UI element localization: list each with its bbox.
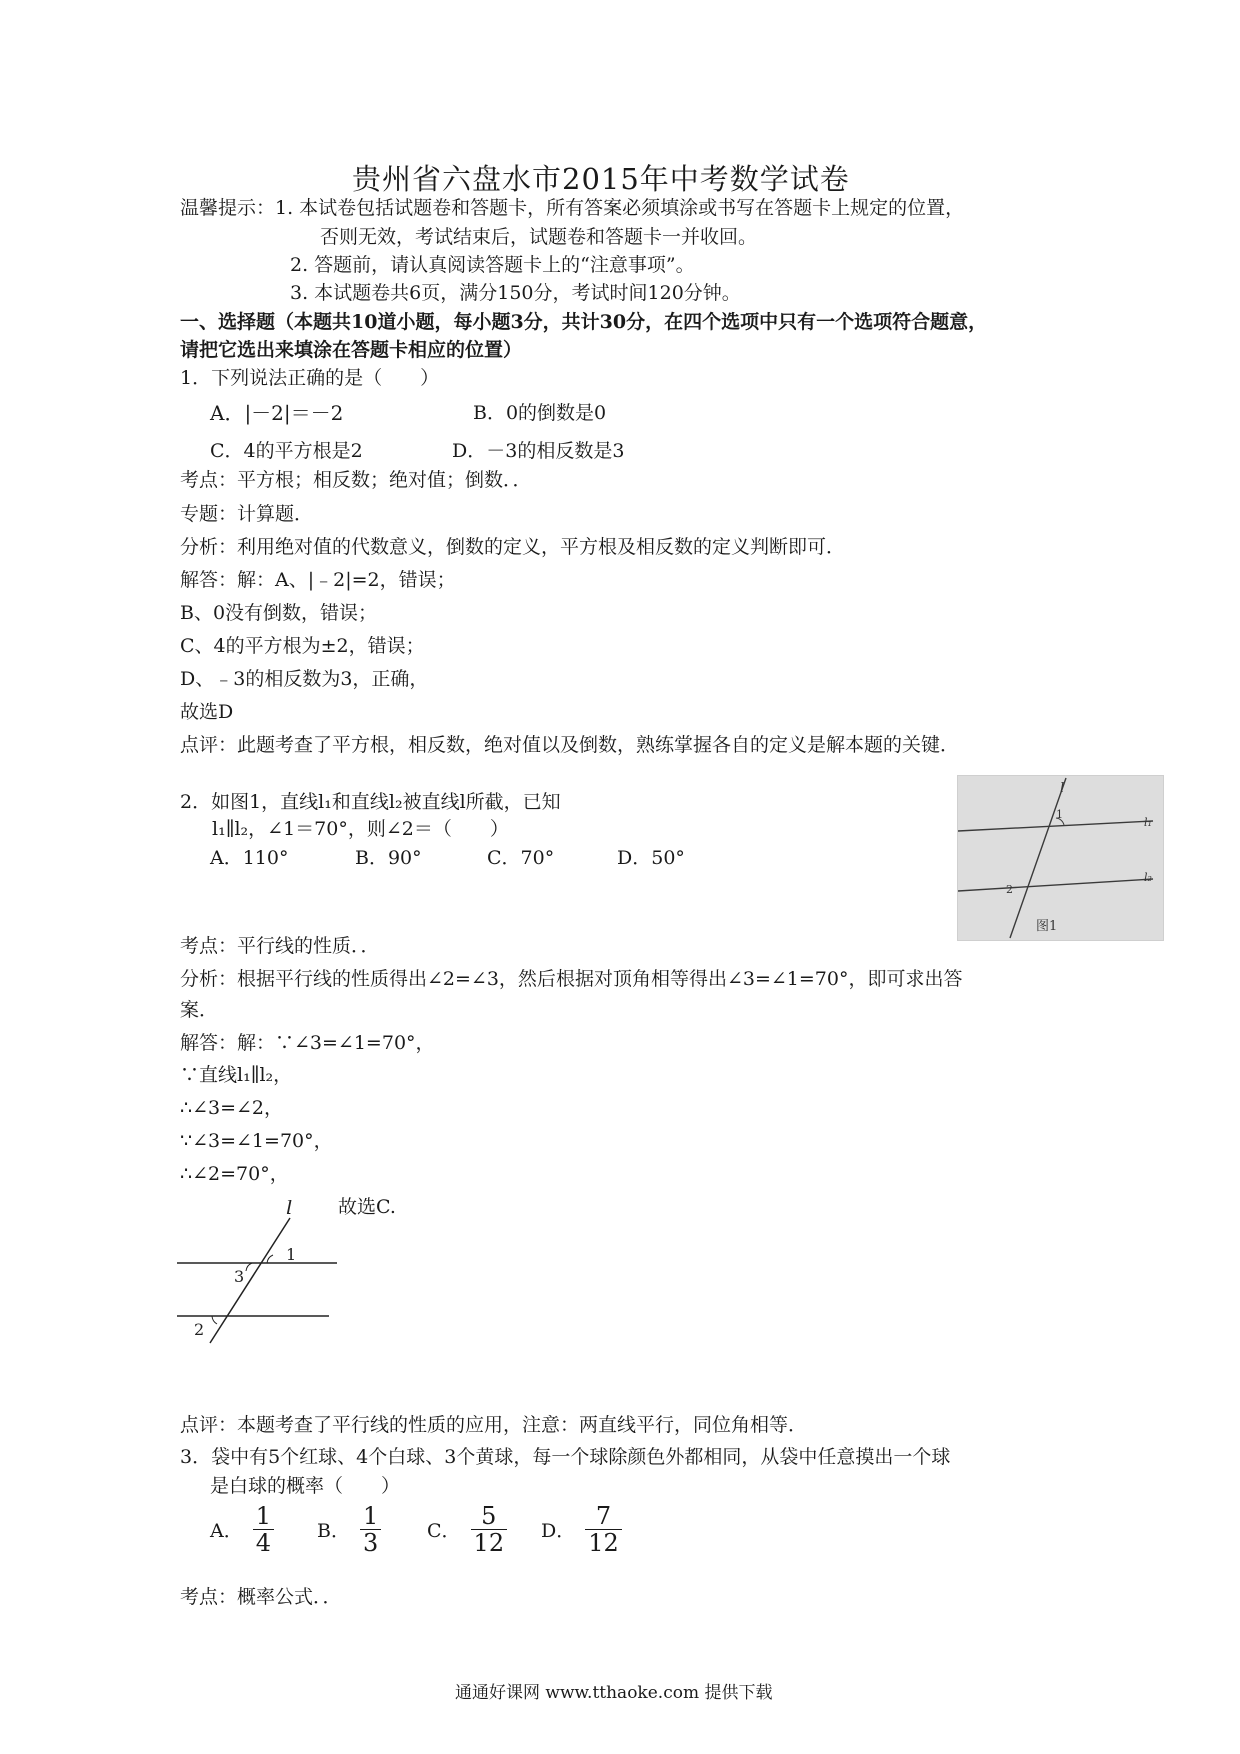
q2-option-c: C．70°	[487, 847, 555, 869]
q2-fenxi-1: 分析：根据平行线的性质得出∠2=∠3，然后根据对顶角相等得出∠3=∠1=70°，即可求出答	[180, 968, 963, 990]
q3-option-c-denominator: 12	[473, 1529, 505, 1557]
q3-option-b-fraction	[360, 1503, 381, 1556]
q1-option-d: D．－3的相反数是3	[452, 440, 625, 462]
q2-kaodian: 考点：平行线的性质．．	[180, 935, 380, 957]
q1-comment: 点评：此题考查了平方根，相反数，绝对值以及倒数，熟练掌握各自的定义是解本题的关键．	[180, 734, 960, 756]
q3-option-a-label: A．	[210, 1520, 243, 1542]
q3-stem-1: 3．袋中有5个红球、4个白球、3个黄球，每一个球除颜色外都相同，从袋中任意摸出一个球	[180, 1446, 951, 1468]
solution-figure	[172, 1200, 347, 1345]
figure-1-drawing	[958, 776, 1163, 940]
solution-figure-label-l: l	[286, 1200, 293, 1219]
q3-kaodian: 考点：概率公式．．	[180, 1586, 342, 1608]
q3-stem-2: 是白球的概率（ ）	[210, 1475, 401, 1497]
q3-option-a-numerator: 1	[253, 1503, 274, 1530]
figure-1-label-l: l	[1060, 781, 1065, 796]
page-title: 贵州省六盘水市2015年中考数学试卷	[352, 162, 850, 196]
q1-option-c: C．4的平方根是2	[210, 440, 363, 462]
q3-option-c-label: C．	[427, 1520, 461, 1542]
q3-option-c	[427, 1503, 507, 1556]
q3-option-d-denominator: 12	[588, 1529, 619, 1557]
q3-option-d	[541, 1503, 622, 1556]
notice-line-4: 3. 本试题卷共6页，满分150分，考试时间120分钟。	[290, 282, 741, 304]
figure-1-label-angle-1: 1	[1056, 808, 1063, 821]
q2-solution-5: ∴∠2=70°，	[180, 1163, 289, 1185]
q1-solution-5: 故选D	[180, 701, 234, 723]
q2-solution-1: 解答：解：∵∠3=∠1=70°，	[180, 1032, 435, 1054]
q2-option-d: D．50°	[617, 847, 685, 869]
q1-solution-4: D、﹣3的相反数为3，正确，	[180, 668, 429, 690]
q2-stem-1: 2．如图1，直线l₁和直线l₂被直线l所截，已知	[180, 791, 561, 813]
q2-comment: 点评：本题考查了平行线的性质的应用，注意：两直线平行，同位角相等．	[180, 1414, 808, 1436]
figure-1-photo	[957, 775, 1164, 941]
solution-figure-label-angle-2: 2	[194, 1320, 205, 1339]
q3-option-d-numerator: 7	[585, 1503, 622, 1530]
q2-solution-6: 故选C.	[338, 1196, 396, 1218]
q3-option-b-label: B．	[317, 1520, 350, 1542]
section-heading-line-1: 一、选择题（本题共10道小题，每小题3分，共计30分，在四个选项中只有一个选项符合题意，	[180, 311, 988, 333]
solution-figure-drawing	[172, 1200, 347, 1345]
q3-option-b	[317, 1503, 381, 1556]
q2-option-a: A．110°	[210, 847, 289, 869]
q1-option-a: A．|－2|＝－2	[210, 401, 344, 425]
q2-fenxi-2: 案．	[180, 999, 219, 1021]
q1-option-b: B．0的倒数是0	[473, 402, 607, 424]
notice-line-2: 否则无效，考试结束后，试题卷和答题卡一并收回。	[320, 226, 758, 248]
footer: 通通好课网 www.tthaoke.com 提供下载	[455, 1683, 773, 1703]
solution-figure-label-angle-3: 3	[234, 1267, 245, 1286]
q2-solution-2: ∵直线l₁∥l₂，	[180, 1064, 293, 1086]
q2-solution-3: ∴∠3=∠2，	[180, 1097, 284, 1119]
section-heading-line-2: 请把它选出来填涂在答题卡相应的位置）	[180, 339, 523, 361]
figure-1-caption: 图1	[1036, 919, 1058, 934]
q1-fenxi: 分析：利用绝对值的代数意义，倒数的定义，平方根及相反数的定义判断即可．	[180, 536, 846, 558]
q1-solution-1: 解答：解：A、|﹣2|=2，错误；	[180, 569, 456, 591]
q3-option-c-numerator: 5	[471, 1503, 508, 1530]
figure-1-label-angle-2: 2	[1006, 883, 1013, 896]
figure-1-label-l1: l₁	[1144, 816, 1152, 829]
q2-stem-2: l₁∥l₂，∠1＝70°，则∠2＝（ ）	[212, 818, 509, 840]
figure-1-label-l2: l₂	[1144, 871, 1152, 884]
q1-kaodian: 考点：平方根；相反数；绝对值；倒数．．	[180, 469, 532, 491]
q3-option-a-fraction	[253, 1503, 274, 1556]
q1-stem: 1．下列说法正确的是（ ）	[180, 367, 440, 389]
notice-line-1: 温馨提示：1. 本试卷包括试题卷和答题卡，所有答案必须填涂或书写在答题卡上规定的位置，	[180, 197, 965, 219]
q2-solution-4: ∵∠3=∠1=70°，	[180, 1130, 333, 1152]
q1-solution-3: C、4的平方根为±2，错误；	[180, 635, 425, 657]
solution-figure-label-angle-1: 1	[286, 1245, 297, 1264]
q3-option-c-fraction	[471, 1503, 508, 1556]
q2-option-b: B．90°	[355, 847, 422, 869]
q3-option-d-fraction	[585, 1503, 622, 1556]
q3-option-d-label: D．	[541, 1520, 576, 1542]
q3-option-a	[210, 1503, 274, 1556]
q1-solution-2: B、0没有倒数，错误；	[180, 602, 378, 624]
q1-zhuanti: 专题：计算题．	[180, 503, 314, 525]
notice-line-3: 2. 答题前，请认真阅读答题卡上的“注意事项”。	[290, 254, 695, 276]
q3-option-a-denominator: 4	[255, 1529, 272, 1557]
q3-option-b-numerator: 1	[360, 1503, 381, 1530]
q3-option-b-denominator: 3	[362, 1529, 379, 1557]
